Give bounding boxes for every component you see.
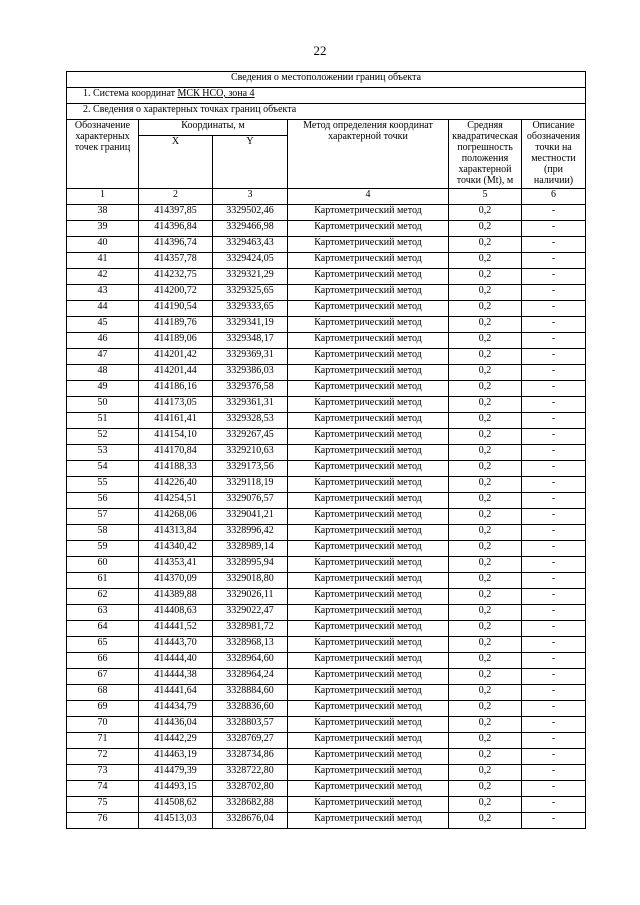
x-coordinate-cell: 414170,84 bbox=[139, 445, 213, 461]
point-id-cell: 43 bbox=[67, 285, 139, 301]
point-id-cell: 57 bbox=[67, 509, 139, 525]
method-cell: Картометрический метод bbox=[288, 557, 449, 573]
table-row bbox=[67, 509, 586, 525]
description-cell: - bbox=[522, 637, 586, 653]
description-cell: - bbox=[522, 253, 586, 269]
x-coordinate-cell: 414479,39 bbox=[139, 765, 213, 781]
point-id-cell: 55 bbox=[67, 477, 139, 493]
table-row bbox=[67, 733, 586, 749]
x-coordinate-cell: 414442,29 bbox=[139, 733, 213, 749]
point-id-cell: 68 bbox=[67, 685, 139, 701]
y-coordinate-cell: 3329118,19 bbox=[213, 477, 288, 493]
method-cell: Картометрический метод bbox=[288, 637, 449, 653]
x-coordinate-cell: 414434,79 bbox=[139, 701, 213, 717]
y-coordinate-cell: 3329361,31 bbox=[213, 397, 288, 413]
method-cell: Картометрический метод bbox=[288, 701, 449, 717]
header-description: Описание обозначения точки на местности (при наличии) bbox=[522, 120, 586, 189]
table-row bbox=[67, 621, 586, 637]
method-cell: Картометрический метод bbox=[288, 493, 449, 509]
method-cell: Картометрический метод bbox=[288, 541, 449, 557]
y-coordinate-cell: 3328996,42 bbox=[213, 525, 288, 541]
point-id-cell: 49 bbox=[67, 381, 139, 397]
method-cell: Картометрический метод bbox=[288, 445, 449, 461]
column-number: 4 bbox=[288, 189, 449, 205]
x-coordinate-cell: 414189,06 bbox=[139, 333, 213, 349]
point-id-cell: 75 bbox=[67, 797, 139, 813]
column-number: 3 bbox=[213, 189, 288, 205]
point-id-cell: 50 bbox=[67, 397, 139, 413]
method-cell: Картометрический метод bbox=[288, 749, 449, 765]
accuracy-cell: 0,2 bbox=[449, 429, 522, 445]
y-coordinate-cell: 3328964,60 bbox=[213, 653, 288, 669]
y-coordinate-cell: 3329076,57 bbox=[213, 493, 288, 509]
y-coordinate-cell: 3328968,13 bbox=[213, 637, 288, 653]
x-coordinate-cell: 414173,05 bbox=[139, 397, 213, 413]
y-coordinate-cell: 3329018,80 bbox=[213, 573, 288, 589]
method-cell: Картометрический метод bbox=[288, 269, 449, 285]
accuracy-cell: 0,2 bbox=[449, 301, 522, 317]
description-cell: - bbox=[522, 621, 586, 637]
description-cell: - bbox=[522, 749, 586, 765]
x-coordinate-cell: 414508,62 bbox=[139, 797, 213, 813]
x-coordinate-cell: 414161,41 bbox=[139, 413, 213, 429]
point-id-cell: 70 bbox=[67, 717, 139, 733]
method-cell: Картометрический метод bbox=[288, 349, 449, 365]
method-cell: Картометрический метод bbox=[288, 237, 449, 253]
method-cell: Картометрический метод bbox=[288, 365, 449, 381]
description-cell: - bbox=[522, 397, 586, 413]
table-row bbox=[67, 685, 586, 701]
point-id-cell: 71 bbox=[67, 733, 139, 749]
x-coordinate-cell: 414357,78 bbox=[139, 253, 213, 269]
method-cell: Картометрический метод bbox=[288, 461, 449, 477]
method-cell: Картометрический метод bbox=[288, 509, 449, 525]
x-coordinate-cell: 414226,40 bbox=[139, 477, 213, 493]
point-id-cell: 52 bbox=[67, 429, 139, 445]
table-row bbox=[67, 813, 586, 829]
table-row bbox=[67, 253, 586, 269]
accuracy-cell: 0,2 bbox=[449, 525, 522, 541]
table-row bbox=[67, 637, 586, 653]
table-body bbox=[67, 205, 586, 829]
method-cell: Картометрический метод bbox=[288, 685, 449, 701]
table-row bbox=[67, 493, 586, 509]
method-cell: Картометрический метод bbox=[288, 781, 449, 797]
y-coordinate-cell: 3329267,45 bbox=[213, 429, 288, 445]
y-coordinate-cell: 3329348,17 bbox=[213, 333, 288, 349]
accuracy-cell: 0,2 bbox=[449, 269, 522, 285]
method-cell: Картометрический метод bbox=[288, 717, 449, 733]
boundary-coordinates-table bbox=[66, 71, 586, 829]
description-cell: - bbox=[522, 525, 586, 541]
description-cell: - bbox=[522, 653, 586, 669]
header-x: X bbox=[139, 136, 213, 189]
accuracy-cell: 0,2 bbox=[449, 797, 522, 813]
table-row bbox=[67, 221, 586, 237]
column-number: 1 bbox=[67, 189, 139, 205]
point-id-cell: 48 bbox=[67, 365, 139, 381]
accuracy-cell: 0,2 bbox=[449, 605, 522, 621]
y-coordinate-cell: 3329210,63 bbox=[213, 445, 288, 461]
method-cell: Картометрический метод bbox=[288, 221, 449, 237]
table-row bbox=[67, 381, 586, 397]
y-coordinate-cell: 3329424,05 bbox=[213, 253, 288, 269]
accuracy-cell: 0,2 bbox=[449, 221, 522, 237]
y-coordinate-cell: 3329325,65 bbox=[213, 285, 288, 301]
y-coordinate-cell: 3329376,58 bbox=[213, 381, 288, 397]
point-id-cell: 56 bbox=[67, 493, 139, 509]
description-cell: - bbox=[522, 797, 586, 813]
accuracy-cell: 0,2 bbox=[449, 653, 522, 669]
description-cell: - bbox=[522, 717, 586, 733]
point-id-cell: 54 bbox=[67, 461, 139, 477]
y-coordinate-cell: 3329328,53 bbox=[213, 413, 288, 429]
description-cell: - bbox=[522, 477, 586, 493]
point-id-cell: 64 bbox=[67, 621, 139, 637]
x-coordinate-cell: 414353,41 bbox=[139, 557, 213, 573]
description-cell: - bbox=[522, 445, 586, 461]
table-row bbox=[67, 365, 586, 381]
y-coordinate-cell: 3328702,80 bbox=[213, 781, 288, 797]
method-cell: Картометрический метод bbox=[288, 333, 449, 349]
description-cell: - bbox=[522, 733, 586, 749]
description-cell: - bbox=[522, 301, 586, 317]
x-coordinate-cell: 414370,09 bbox=[139, 573, 213, 589]
y-coordinate-cell: 3329466,98 bbox=[213, 221, 288, 237]
table-row bbox=[67, 397, 586, 413]
accuracy-cell: 0,2 bbox=[449, 205, 522, 221]
point-id-cell: 60 bbox=[67, 557, 139, 573]
point-id-cell: 51 bbox=[67, 413, 139, 429]
x-coordinate-cell: 414441,52 bbox=[139, 621, 213, 637]
point-id-cell: 58 bbox=[67, 525, 139, 541]
y-coordinate-cell: 3329369,31 bbox=[213, 349, 288, 365]
coordinate-system-name: МСК НСО, зона 4 bbox=[177, 88, 255, 99]
accuracy-cell: 0,2 bbox=[449, 541, 522, 557]
y-coordinate-cell: 3328995,94 bbox=[213, 557, 288, 573]
method-cell: Картометрический метод bbox=[288, 669, 449, 685]
method-cell: Картометрический метод bbox=[288, 605, 449, 621]
x-coordinate-cell: 414340,42 bbox=[139, 541, 213, 557]
method-cell: Картометрический метод bbox=[288, 301, 449, 317]
x-coordinate-cell: 414268,06 bbox=[139, 509, 213, 525]
accuracy-cell: 0,2 bbox=[449, 733, 522, 749]
points-section-title: 2. Сведения о характерных точках границ объекта bbox=[67, 104, 586, 120]
table-row bbox=[67, 269, 586, 285]
accuracy-cell: 0,2 bbox=[449, 557, 522, 573]
y-coordinate-cell: 3328989,14 bbox=[213, 541, 288, 557]
method-cell: Картометрический метод bbox=[288, 797, 449, 813]
column-number: 5 bbox=[449, 189, 522, 205]
point-id-cell: 59 bbox=[67, 541, 139, 557]
y-coordinate-cell: 3329026,11 bbox=[213, 589, 288, 605]
point-id-cell: 47 bbox=[67, 349, 139, 365]
method-cell: Картометрический метод bbox=[288, 621, 449, 637]
accuracy-cell: 0,2 bbox=[449, 749, 522, 765]
x-coordinate-cell: 414441,64 bbox=[139, 685, 213, 701]
header-coordinates: Координаты, м bbox=[139, 120, 288, 136]
method-cell: Картометрический метод bbox=[288, 317, 449, 333]
method-cell: Картометрический метод bbox=[288, 733, 449, 749]
accuracy-cell: 0,2 bbox=[449, 685, 522, 701]
table-row bbox=[67, 333, 586, 349]
x-coordinate-cell: 414254,51 bbox=[139, 493, 213, 509]
method-cell: Картометрический метод bbox=[288, 205, 449, 221]
coordinate-system-prefix: 1. Система координат bbox=[83, 88, 178, 99]
y-coordinate-cell: 3329041,21 bbox=[213, 509, 288, 525]
table-row bbox=[67, 461, 586, 477]
x-coordinate-cell: 414493,15 bbox=[139, 781, 213, 797]
description-cell: - bbox=[522, 605, 586, 621]
description-cell: - bbox=[522, 333, 586, 349]
point-id-cell: 69 bbox=[67, 701, 139, 717]
point-id-cell: 39 bbox=[67, 221, 139, 237]
table-title: Сведения о местоположении границ объекта bbox=[67, 72, 586, 88]
accuracy-cell: 0,2 bbox=[449, 509, 522, 525]
x-coordinate-cell: 414408,63 bbox=[139, 605, 213, 621]
x-coordinate-cell: 414186,16 bbox=[139, 381, 213, 397]
point-id-cell: 40 bbox=[67, 237, 139, 253]
method-cell: Картометрический метод bbox=[288, 765, 449, 781]
description-cell: - bbox=[522, 781, 586, 797]
y-coordinate-cell: 3328981,72 bbox=[213, 621, 288, 637]
x-coordinate-cell: 414444,38 bbox=[139, 669, 213, 685]
point-id-cell: 66 bbox=[67, 653, 139, 669]
method-cell: Картометрический метод bbox=[288, 573, 449, 589]
x-coordinate-cell: 414463,19 bbox=[139, 749, 213, 765]
point-id-cell: 38 bbox=[67, 205, 139, 221]
table-row bbox=[67, 605, 586, 621]
x-coordinate-cell: 414201,44 bbox=[139, 365, 213, 381]
table-row bbox=[67, 701, 586, 717]
x-coordinate-cell: 414389,88 bbox=[139, 589, 213, 605]
y-coordinate-cell: 3329022,47 bbox=[213, 605, 288, 621]
table-row bbox=[67, 445, 586, 461]
method-cell: Картометрический метод bbox=[288, 253, 449, 269]
accuracy-cell: 0,2 bbox=[449, 621, 522, 637]
accuracy-cell: 0,2 bbox=[449, 285, 522, 301]
table-row bbox=[67, 317, 586, 333]
description-cell: - bbox=[522, 685, 586, 701]
accuracy-cell: 0,2 bbox=[449, 701, 522, 717]
header-y: Y bbox=[213, 136, 288, 189]
accuracy-cell: 0,2 bbox=[449, 493, 522, 509]
accuracy-cell: 0,2 bbox=[449, 333, 522, 349]
table-row bbox=[67, 557, 586, 573]
description-cell: - bbox=[522, 237, 586, 253]
table-row bbox=[67, 749, 586, 765]
accuracy-cell: 0,2 bbox=[449, 237, 522, 253]
accuracy-cell: 0,2 bbox=[449, 589, 522, 605]
accuracy-cell: 0,2 bbox=[449, 461, 522, 477]
description-cell: - bbox=[522, 765, 586, 781]
description-cell: - bbox=[522, 285, 586, 301]
method-cell: Картометрический метод bbox=[288, 429, 449, 445]
y-coordinate-cell: 3328734,86 bbox=[213, 749, 288, 765]
header-accuracy: Средняя квадратическая погрешность положения характерной точки (Mt), м bbox=[449, 120, 522, 189]
table-row bbox=[67, 285, 586, 301]
accuracy-cell: 0,2 bbox=[449, 813, 522, 829]
table-row bbox=[67, 413, 586, 429]
table-row bbox=[67, 573, 586, 589]
method-cell: Картометрический метод bbox=[288, 813, 449, 829]
description-cell: - bbox=[522, 589, 586, 605]
description-cell: - bbox=[522, 701, 586, 717]
point-id-cell: 45 bbox=[67, 317, 139, 333]
y-coordinate-cell: 3329173,56 bbox=[213, 461, 288, 477]
accuracy-cell: 0,2 bbox=[449, 381, 522, 397]
description-cell: - bbox=[522, 461, 586, 477]
method-cell: Картометрический метод bbox=[288, 397, 449, 413]
point-id-cell: 41 bbox=[67, 253, 139, 269]
description-cell: - bbox=[522, 221, 586, 237]
y-coordinate-cell: 3328884,60 bbox=[213, 685, 288, 701]
accuracy-cell: 0,2 bbox=[449, 669, 522, 685]
y-coordinate-cell: 3328964,24 bbox=[213, 669, 288, 685]
method-cell: Картометрический метод bbox=[288, 381, 449, 397]
table-row bbox=[67, 541, 586, 557]
description-cell: - bbox=[522, 813, 586, 829]
x-coordinate-cell: 414436,04 bbox=[139, 717, 213, 733]
accuracy-cell: 0,2 bbox=[449, 477, 522, 493]
table-row bbox=[67, 589, 586, 605]
point-id-cell: 73 bbox=[67, 765, 139, 781]
header-point: Обозначение характерных точек границ bbox=[67, 120, 139, 189]
method-cell: Картометрический метод bbox=[288, 413, 449, 429]
method-cell: Картометрический метод bbox=[288, 477, 449, 493]
x-coordinate-cell: 414154,10 bbox=[139, 429, 213, 445]
description-cell: - bbox=[522, 205, 586, 221]
point-id-cell: 72 bbox=[67, 749, 139, 765]
x-coordinate-cell: 414444,40 bbox=[139, 653, 213, 669]
table-row bbox=[67, 349, 586, 365]
x-coordinate-cell: 414190,54 bbox=[139, 301, 213, 317]
y-coordinate-cell: 3328836,60 bbox=[213, 701, 288, 717]
point-id-cell: 74 bbox=[67, 781, 139, 797]
description-cell: - bbox=[522, 317, 586, 333]
y-coordinate-cell: 3328676,04 bbox=[213, 813, 288, 829]
header-method: Метод определения координат характерной точки bbox=[288, 120, 449, 189]
point-id-cell: 67 bbox=[67, 669, 139, 685]
table-row bbox=[67, 205, 586, 221]
x-coordinate-cell: 414188,33 bbox=[139, 461, 213, 477]
point-id-cell: 62 bbox=[67, 589, 139, 605]
column-numbers-row bbox=[67, 189, 586, 205]
description-cell: - bbox=[522, 509, 586, 525]
description-cell: - bbox=[522, 269, 586, 285]
page-number: 22 bbox=[313, 43, 327, 58]
table-row bbox=[67, 477, 586, 493]
y-coordinate-cell: 3329502,46 bbox=[213, 205, 288, 221]
method-cell: Картометрический метод bbox=[288, 285, 449, 301]
x-coordinate-cell: 414513,03 bbox=[139, 813, 213, 829]
y-coordinate-cell: 3328682,88 bbox=[213, 797, 288, 813]
column-number: 6 bbox=[522, 189, 586, 205]
x-coordinate-cell: 414189,76 bbox=[139, 317, 213, 333]
description-cell: - bbox=[522, 365, 586, 381]
table-row bbox=[67, 301, 586, 317]
x-coordinate-cell: 414443,70 bbox=[139, 637, 213, 653]
description-cell: - bbox=[522, 573, 586, 589]
description-cell: - bbox=[522, 349, 586, 365]
method-cell: Картометрический метод bbox=[288, 653, 449, 669]
table-row bbox=[67, 237, 586, 253]
y-coordinate-cell: 3328769,27 bbox=[213, 733, 288, 749]
x-coordinate-cell: 414201,42 bbox=[139, 349, 213, 365]
accuracy-cell: 0,2 bbox=[449, 637, 522, 653]
y-coordinate-cell: 3329321,29 bbox=[213, 269, 288, 285]
y-coordinate-cell: 3329463,43 bbox=[213, 237, 288, 253]
table-row bbox=[67, 653, 586, 669]
point-id-cell: 61 bbox=[67, 573, 139, 589]
point-id-cell: 76 bbox=[67, 813, 139, 829]
accuracy-cell: 0,2 bbox=[449, 717, 522, 733]
y-coordinate-cell: 3328722,80 bbox=[213, 765, 288, 781]
description-cell: - bbox=[522, 429, 586, 445]
method-cell: Картометрический метод bbox=[288, 589, 449, 605]
table-row bbox=[67, 765, 586, 781]
method-cell: Картометрический метод bbox=[288, 525, 449, 541]
point-id-cell: 44 bbox=[67, 301, 139, 317]
y-coordinate-cell: 3329341,19 bbox=[213, 317, 288, 333]
table-row bbox=[67, 669, 586, 685]
description-cell: - bbox=[522, 413, 586, 429]
table-row bbox=[67, 429, 586, 445]
point-id-cell: 42 bbox=[67, 269, 139, 285]
y-coordinate-cell: 3329333,65 bbox=[213, 301, 288, 317]
y-coordinate-cell: 3329386,03 bbox=[213, 365, 288, 381]
description-cell: - bbox=[522, 669, 586, 685]
point-id-cell: 46 bbox=[67, 333, 139, 349]
accuracy-cell: 0,2 bbox=[449, 397, 522, 413]
x-coordinate-cell: 414200,72 bbox=[139, 285, 213, 301]
x-coordinate-cell: 414396,74 bbox=[139, 237, 213, 253]
column-number: 2 bbox=[139, 189, 213, 205]
coordinate-system-line bbox=[67, 88, 586, 104]
description-cell: - bbox=[522, 557, 586, 573]
x-coordinate-cell: 414397,85 bbox=[139, 205, 213, 221]
accuracy-cell: 0,2 bbox=[449, 253, 522, 269]
point-id-cell: 65 bbox=[67, 637, 139, 653]
table-row bbox=[67, 781, 586, 797]
table-row bbox=[67, 797, 586, 813]
point-id-cell: 63 bbox=[67, 605, 139, 621]
accuracy-cell: 0,2 bbox=[449, 349, 522, 365]
y-coordinate-cell: 3328803,57 bbox=[213, 717, 288, 733]
x-coordinate-cell: 414232,75 bbox=[139, 269, 213, 285]
point-id-cell: 53 bbox=[67, 445, 139, 461]
description-cell: - bbox=[522, 381, 586, 397]
accuracy-cell: 0,2 bbox=[449, 765, 522, 781]
description-cell: - bbox=[522, 493, 586, 509]
x-coordinate-cell: 414396,84 bbox=[139, 221, 213, 237]
accuracy-cell: 0,2 bbox=[449, 365, 522, 381]
table-row bbox=[67, 717, 586, 733]
accuracy-cell: 0,2 bbox=[449, 573, 522, 589]
description-cell: - bbox=[522, 541, 586, 557]
accuracy-cell: 0,2 bbox=[449, 781, 522, 797]
accuracy-cell: 0,2 bbox=[449, 445, 522, 461]
accuracy-cell: 0,2 bbox=[449, 413, 522, 429]
x-coordinate-cell: 414313,84 bbox=[139, 525, 213, 541]
table-row bbox=[67, 525, 586, 541]
accuracy-cell: 0,2 bbox=[449, 317, 522, 333]
